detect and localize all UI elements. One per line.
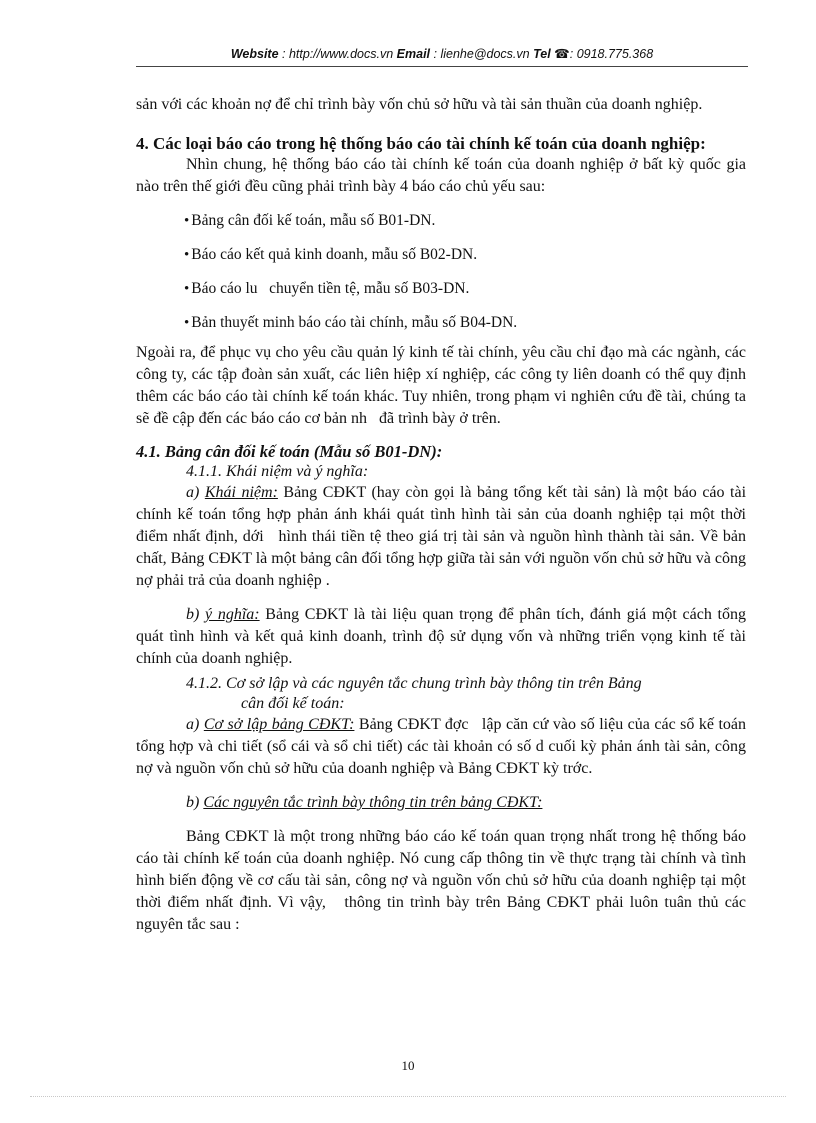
document-body	[136, 94, 751, 936]
bullet-icon: •	[184, 247, 190, 263]
intro-paragraph: sản với các khoản nợ để chỉ trình bày vốn chủ sở hữu và tài sản thuần của doanh nghiệp.	[136, 96, 703, 113]
section-4-1-1-heading: 4.1.1. Khái niệm và ý nghĩa:	[186, 463, 369, 480]
website-value: : http://www.docs.vn	[282, 47, 394, 61]
bullet-icon: •	[184, 281, 190, 297]
phone-icon: ☎	[554, 47, 570, 61]
final-paragraph: Bảng CĐKT là một trong những báo cáo kế toán quan trọng nhất trong hệ thống báo cáo tài chính kế toán của doanh nghiệp. Nó cung cấp thông tin về thực trạng tài chính và tình hình biến động về cơ cấu tài sản, công nợ và nguồn vốn chủ sở hữu của doanh nghiệp tại một thời điểm nhất định. Vì vậy, thông tin trình bày trên Bảng CĐKT phải luôn tuân thủ các nguyên tắc sau :	[136, 828, 750, 933]
page-number: 10	[401, 1058, 415, 1073]
bullet-icon: •	[184, 315, 190, 331]
header-divider	[136, 66, 748, 67]
basis-paragraph: a) Cơ sở lập bảng CĐKT: Bảng CĐKT đợc lập căn cứ vào số liệu của các sổ kế toán tổng hợp và chi tiết (sổ cái và sổ chi tiết) các tài khoản có số d cuối kỳ phản ánh tài sản, công nợ và nguồn vốn chủ sở hữu của doanh nghiệp và Bảng CĐKT kỳ trớc.	[136, 716, 750, 777]
additional-paragraph: Ngoài ra, để phục vụ cho yêu cầu quản lý kinh tế tài chính, yêu cầu chỉ đạo mà các ngành, các công ty, các tập đoàn sản xuất, các liên hiệp xí nghiệp, các công ty liên doanh có thể quy định thêm các báo cáo tài chính kế toán khác. Tuy nhiên, trong phạm vi nghiên cứu đề tài, chúng ta sẽ đề cập đến các báo cáo cơ bản nh đã trình bày ở trên.	[136, 344, 750, 427]
concept-paragraph: a) Khái niệm: Bảng CĐKT (hay còn gọi là bảng tổng kết tài sản) là một báo cáo tài chính kế toán tổng hợp phản ánh khái quát tình hình tài sản của doanh nghiệp tại một thời điểm nhất định, dới hình thái tiền tệ theo giá trị tài sản và nguồn hình thành tài sản. Về bản chất, Bảng CĐKT là một bảng cân đối tổng hợp giữa tài sản với nguồn vốn chủ sở hữu và công nợ phải trả của doanh nghiệp .	[136, 484, 751, 589]
list-item: • Báo cáo kết quả kinh doanh, mẫu số B02-DN.	[184, 246, 478, 263]
basis-label: Cơ sở lập bảng CĐKT:	[203, 716, 355, 733]
section-4-1-heading: 4.1. Bảng cân đối kế toán (Mẫu số B01-DN):	[136, 442, 443, 461]
meaning-paragraph: b) ý nghĩa: Bảng CĐKT là tài liệu quan trọng để phân tích, đánh giá một cách tổng quát tình hình và kết quả kinh doanh, trình độ sử dụng vốn và những triển vọng kinh tế tài chính của doanh nghiệp.	[136, 606, 747, 667]
footer-divider	[30, 1096, 786, 1097]
page-header	[136, 46, 748, 61]
list-item: • Bảng cân đối kế toán, mẫu số B01-DN.	[184, 212, 436, 229]
website-label: Website	[230, 47, 279, 61]
section-4-1-2-heading: 4.1.2. Cơ sở lập và các nguyên tắc chung trình bày thông tin trên Bảng cân đối kế toán:	[186, 675, 642, 712]
bullet-icon: •	[184, 213, 190, 229]
principles-heading: b) Các nguyên tắc trình bày thông tin trên bảng CĐKT:	[186, 794, 543, 811]
overview-paragraph: Nhìn chung, hệ thống báo cáo tài chính kế toán của doanh nghiệp ở bất kỳ quốc gia nào trên thế giới đều cũng phải trình bày 4 báo cáo chủ yếu sau:	[136, 156, 746, 195]
concept-label: Khái niệm:	[204, 484, 278, 501]
meaning-label: ý nghĩa:	[205, 606, 260, 623]
email-value: : lienhe@docs.vn	[433, 47, 530, 61]
list-item: • Báo cáo lu chuyển tiền tệ, mẫu số B03-DN.	[184, 280, 470, 297]
list-item: • Bản thuyết minh báo cáo tài chính, mẫu số B04-DN.	[184, 314, 518, 331]
tel-value: : 0918.775.368	[569, 47, 654, 61]
section-4-heading: 4. Các loại báo cáo trong hệ thống báo cáo tài chính kế toán của doanh nghiệp:	[136, 134, 706, 153]
email-label: Email	[396, 47, 431, 61]
tel-label: Tel	[533, 47, 551, 61]
